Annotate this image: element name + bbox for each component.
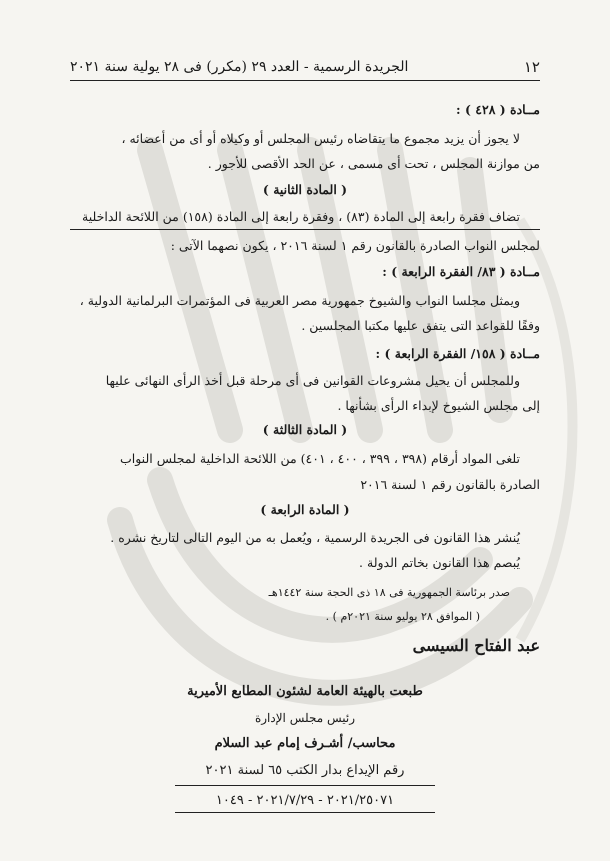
paragraph-line: تضاف فقرة رابعة إلى المادة (٨٣) ، وفقرة رابعة إلى المادة (١٥٨) من اللائحة الداخلية bbox=[82, 209, 520, 224]
header-title: الجريدة الرسمية - العدد ٢٩ (مكرر) فى ٢٨ يولية سنة ٢٠٢١ bbox=[70, 59, 409, 75]
paragraph-line: وللمجلس أن يحيل مشروعات القوانين فى أى مرحلة قبل أخذ الرأى النهائى عليها bbox=[105, 373, 520, 388]
footer-rule bbox=[175, 812, 435, 813]
section-title: ( المادة الثانية ) bbox=[262, 182, 348, 197]
printer-name: طبعت بالهيئة العامة لشئون المطابع الأميرية bbox=[187, 684, 423, 699]
paragraph-line: يُنشر هذا القانون فى الجريدة الرسمية ، ويُعمل به من اليوم التالى لتاريخ نشره . bbox=[110, 530, 520, 545]
paragraph-line: ويمثل مجلسا النواب والشيوخ جمهورية مصر العربية فى المؤتمرات البرلمانية الدولية ، bbox=[79, 293, 520, 308]
chairman-title: رئيس مجلس الإدارة bbox=[254, 711, 356, 725]
print-code: ٢٠٢١/٢٥٠٧١ - ٢٠٢١/٧/٢٩ - ١٠٤٩ bbox=[215, 793, 395, 808]
article-heading: مــادة ( ٤٢٨ ) : bbox=[456, 102, 540, 117]
paragraph-line: إلى مجلس الشيوخ لإبداء الرأى بشأنها . bbox=[337, 398, 540, 413]
paragraph-line: تلغى المواد أرقام (٣٩٨ ، ٣٩٩ ، ٤٠٠ ، ٤٠١) من اللائحة الداخلية لمجلس النواب bbox=[119, 451, 520, 466]
chairman-name: محاسب/ أشـرف إمام عبد السلام bbox=[214, 736, 396, 751]
paragraph-line: لمجلس النواب الصادرة بالقانون رقم ١ لسنة ٢٠١٦ ، يكون نصهما الآتى : bbox=[170, 238, 540, 253]
paragraph-line: وفقًا للقواعد التى يتفق عليها مكتبا المجلسين . bbox=[301, 318, 540, 333]
article-heading: مــادة ( ٨٣/ الفقرة الرابعة ) : bbox=[382, 264, 540, 279]
rule bbox=[70, 229, 540, 230]
paragraph-line: يُبصم هذا القانون بخاتم الدولة . bbox=[359, 555, 520, 570]
section-title: ( المادة الثالثة ) bbox=[262, 422, 348, 437]
footer-rule bbox=[175, 785, 435, 786]
section-title: ( المادة الرابعة ) bbox=[260, 502, 350, 517]
issued-date: صدر برئاسة الجمهورية فى ١٨ ذى الحجة سنة ١٤٤٢هـ bbox=[268, 586, 510, 599]
article-heading: مــادة ( ١٥٨/ الفقرة الرابعة ) : bbox=[375, 346, 540, 361]
issued-date-gregorian: ( الموافق ٢٨ يوليو سنة ٢٠٢١م ) . bbox=[325, 610, 480, 623]
paragraph-line: من موازنة المجلس ، تحت أى مسمى ، عن الحد الأقصى للأجور . bbox=[207, 156, 540, 171]
page-header bbox=[70, 54, 540, 81]
page-number: ١٢ bbox=[523, 58, 540, 76]
presidential-signature: عبد الفتاح السيسى bbox=[412, 636, 540, 655]
paragraph-line: الصادرة بالقانون رقم ١ لسنة ٢٠١٦ bbox=[360, 477, 540, 492]
paragraph-line: لا يجوز أن يزيد مجموع ما يتقاضاه رئيس المجلس أو وكيلاه أو أى من أعضائه ، bbox=[121, 131, 520, 146]
deposit-number: رقم الإيداع بدار الكتب ٦٥ لسنة ٢٠٢١ bbox=[205, 763, 405, 778]
